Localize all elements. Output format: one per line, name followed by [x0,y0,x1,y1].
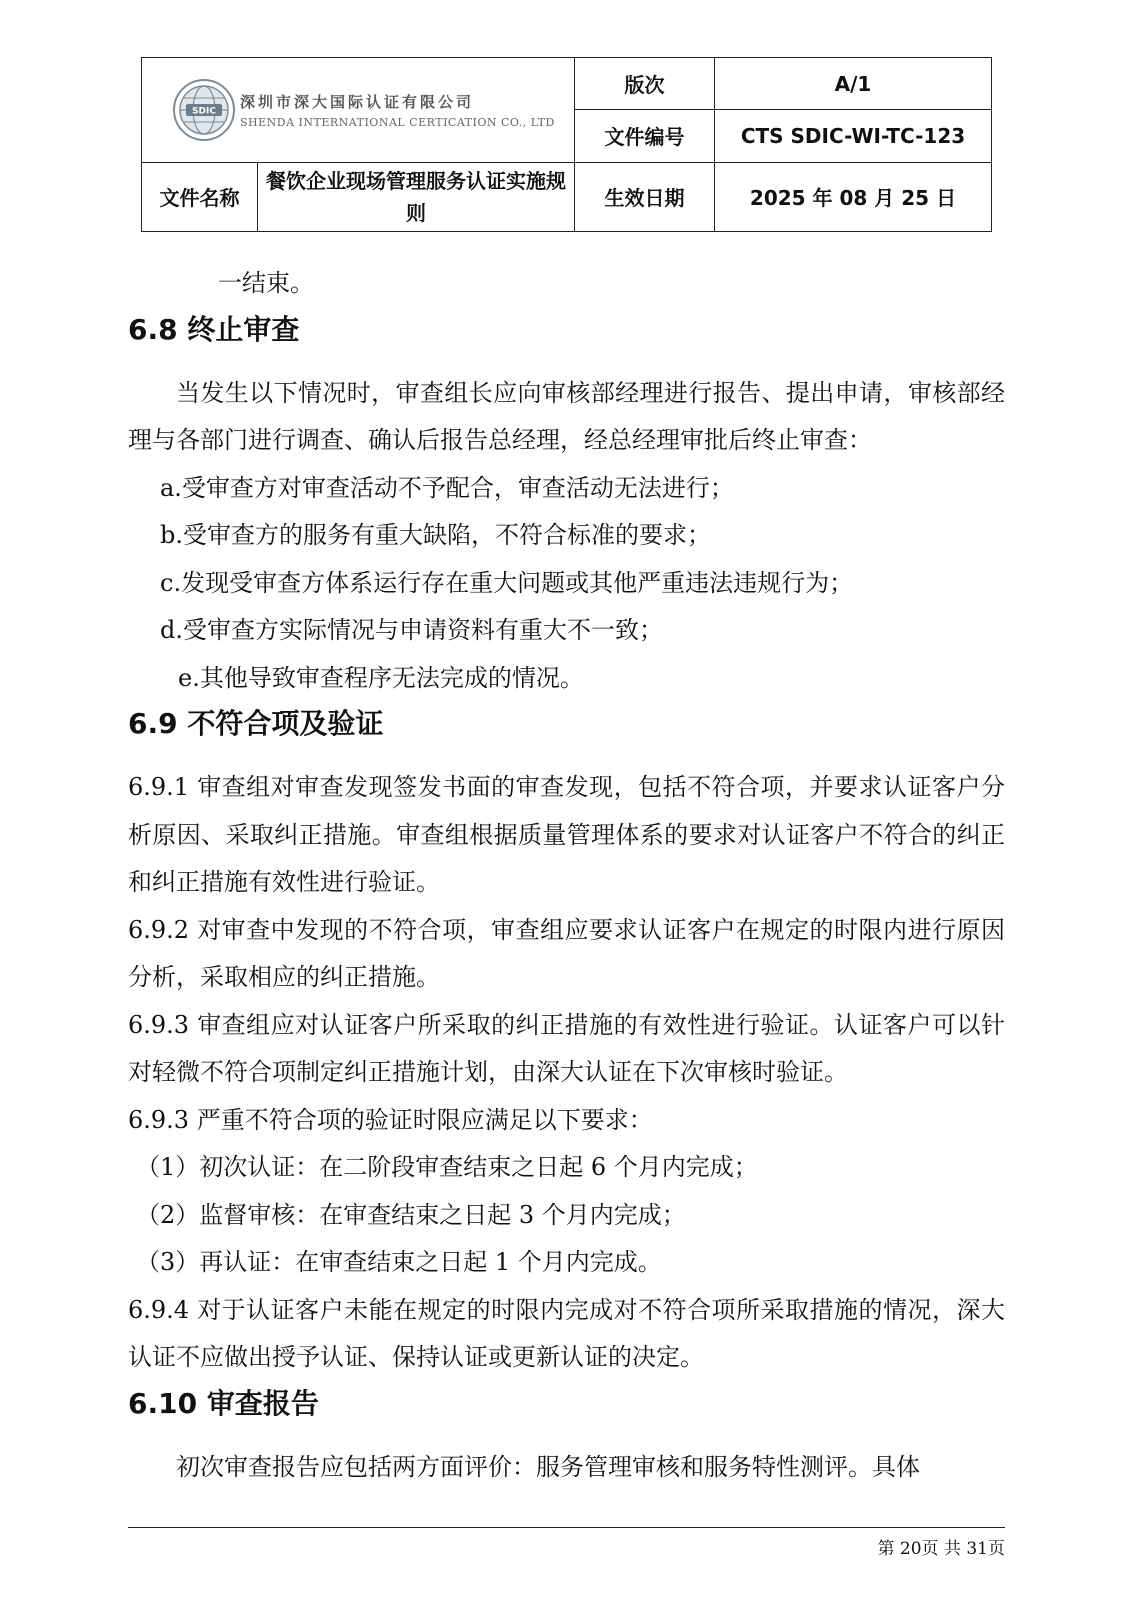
paragraph: 6.9.1 审查组对审查发现签发书面的审查发现，包括不符合项，并要求认证客户分析原因、采取纠正措施。审查组根据质量管理体系的要求对认证客户不符合的纠正和纠正措施有效性进行验证。 [128,773,1005,896]
svg-text:SDIC: SDIC [192,106,216,117]
page-number: 第 20页 共 31页 [877,1539,1005,1559]
list-item: e.其他导致审查程序无法完成的情况。 [178,663,584,692]
list-item: d.受审查方实际情况与申请资料有重大不一致； [160,616,663,644]
version-value: A/1 [715,58,992,110]
list-item: b.受审查方的服务有重大缺陷，不符合标准的要求； [160,521,711,549]
company-logo-icon [172,78,236,142]
docno-label: 文件编号 [575,110,715,162]
list-item: （3）再认证：在审查结束之日起 1 个月内完成。 [136,1248,662,1276]
docno-value: CTS SDIC-WI-TC-123 [715,110,992,162]
list-item: （1）初次认证：在二阶段审查结束之日起 6 个月内完成； [136,1153,758,1181]
company-name-cn: 深圳市深大国际认证有限公司 [240,92,475,111]
company-logo-cell [142,58,575,163]
continuation-line: 一结束。 [218,269,314,297]
paragraph: 初次审查报告应包括两方面评价：服务管理审核和服务特性测评。具体 [176,1452,920,1481]
list-item: （2）监督审核：在审查结束之日起 3 个月内完成； [136,1200,686,1229]
section-heading-6-8: 6.8 终止审查 [128,312,300,346]
document-header-table [141,57,992,232]
paragraph: 6.9.3 严重不符合项的验证时限应满足以下要求： [128,1105,653,1134]
footer-divider [128,1527,1005,1528]
date-value: 2025 年 08 月 25 日 [715,162,992,231]
paragraph: 6.9.4 对于认证客户未能在规定的时限内完成对不符合项所采取措施的情况，深大认证不应做出授予认证、保持认证或更新认证的决定。 [128,1295,1005,1371]
section-heading-6-10: 6.10 审查报告 [128,1386,319,1420]
paragraph: 6.9.3 审查组应对认证客户所采取的纠正措施的有效性进行验证。认证客户可以针对轻微不符合项制定纠正措施计划，由深大认证在下次审核时验证。 [128,1010,1005,1086]
date-label: 生效日期 [575,162,715,231]
list-item: a.受审查方对审查活动不予配合，审查活动无法进行； [160,473,734,502]
company-name-en: SHENDA INTERNATIONAL CERTICATION CO., LTD [240,115,555,129]
docname-label: 文件名称 [142,162,258,231]
version-label: 版次 [575,58,715,110]
list-item: c.发现受审查方体系运行存在重大问题或其他严重违法违规行为； [160,568,854,597]
docname-value: 餐饮企业现场管理服务认证实施规则 [258,162,575,231]
section-heading-6-9: 6.9 不符合项及验证 [128,707,384,740]
paragraph: 当发生以下情况时，审查组长应向审核部经理进行报告、提出申请，审核部经理与各部门进行调查、确认后报告总经理，经总经理审批后终止审查： [128,378,1005,454]
document-body [128,260,1005,1491]
paragraph: 6.9.2 对审查中发现的不符合项，审查组应要求认证客户在规定的时限内进行原因分析，采取相应的纠正措施。 [128,915,1005,991]
